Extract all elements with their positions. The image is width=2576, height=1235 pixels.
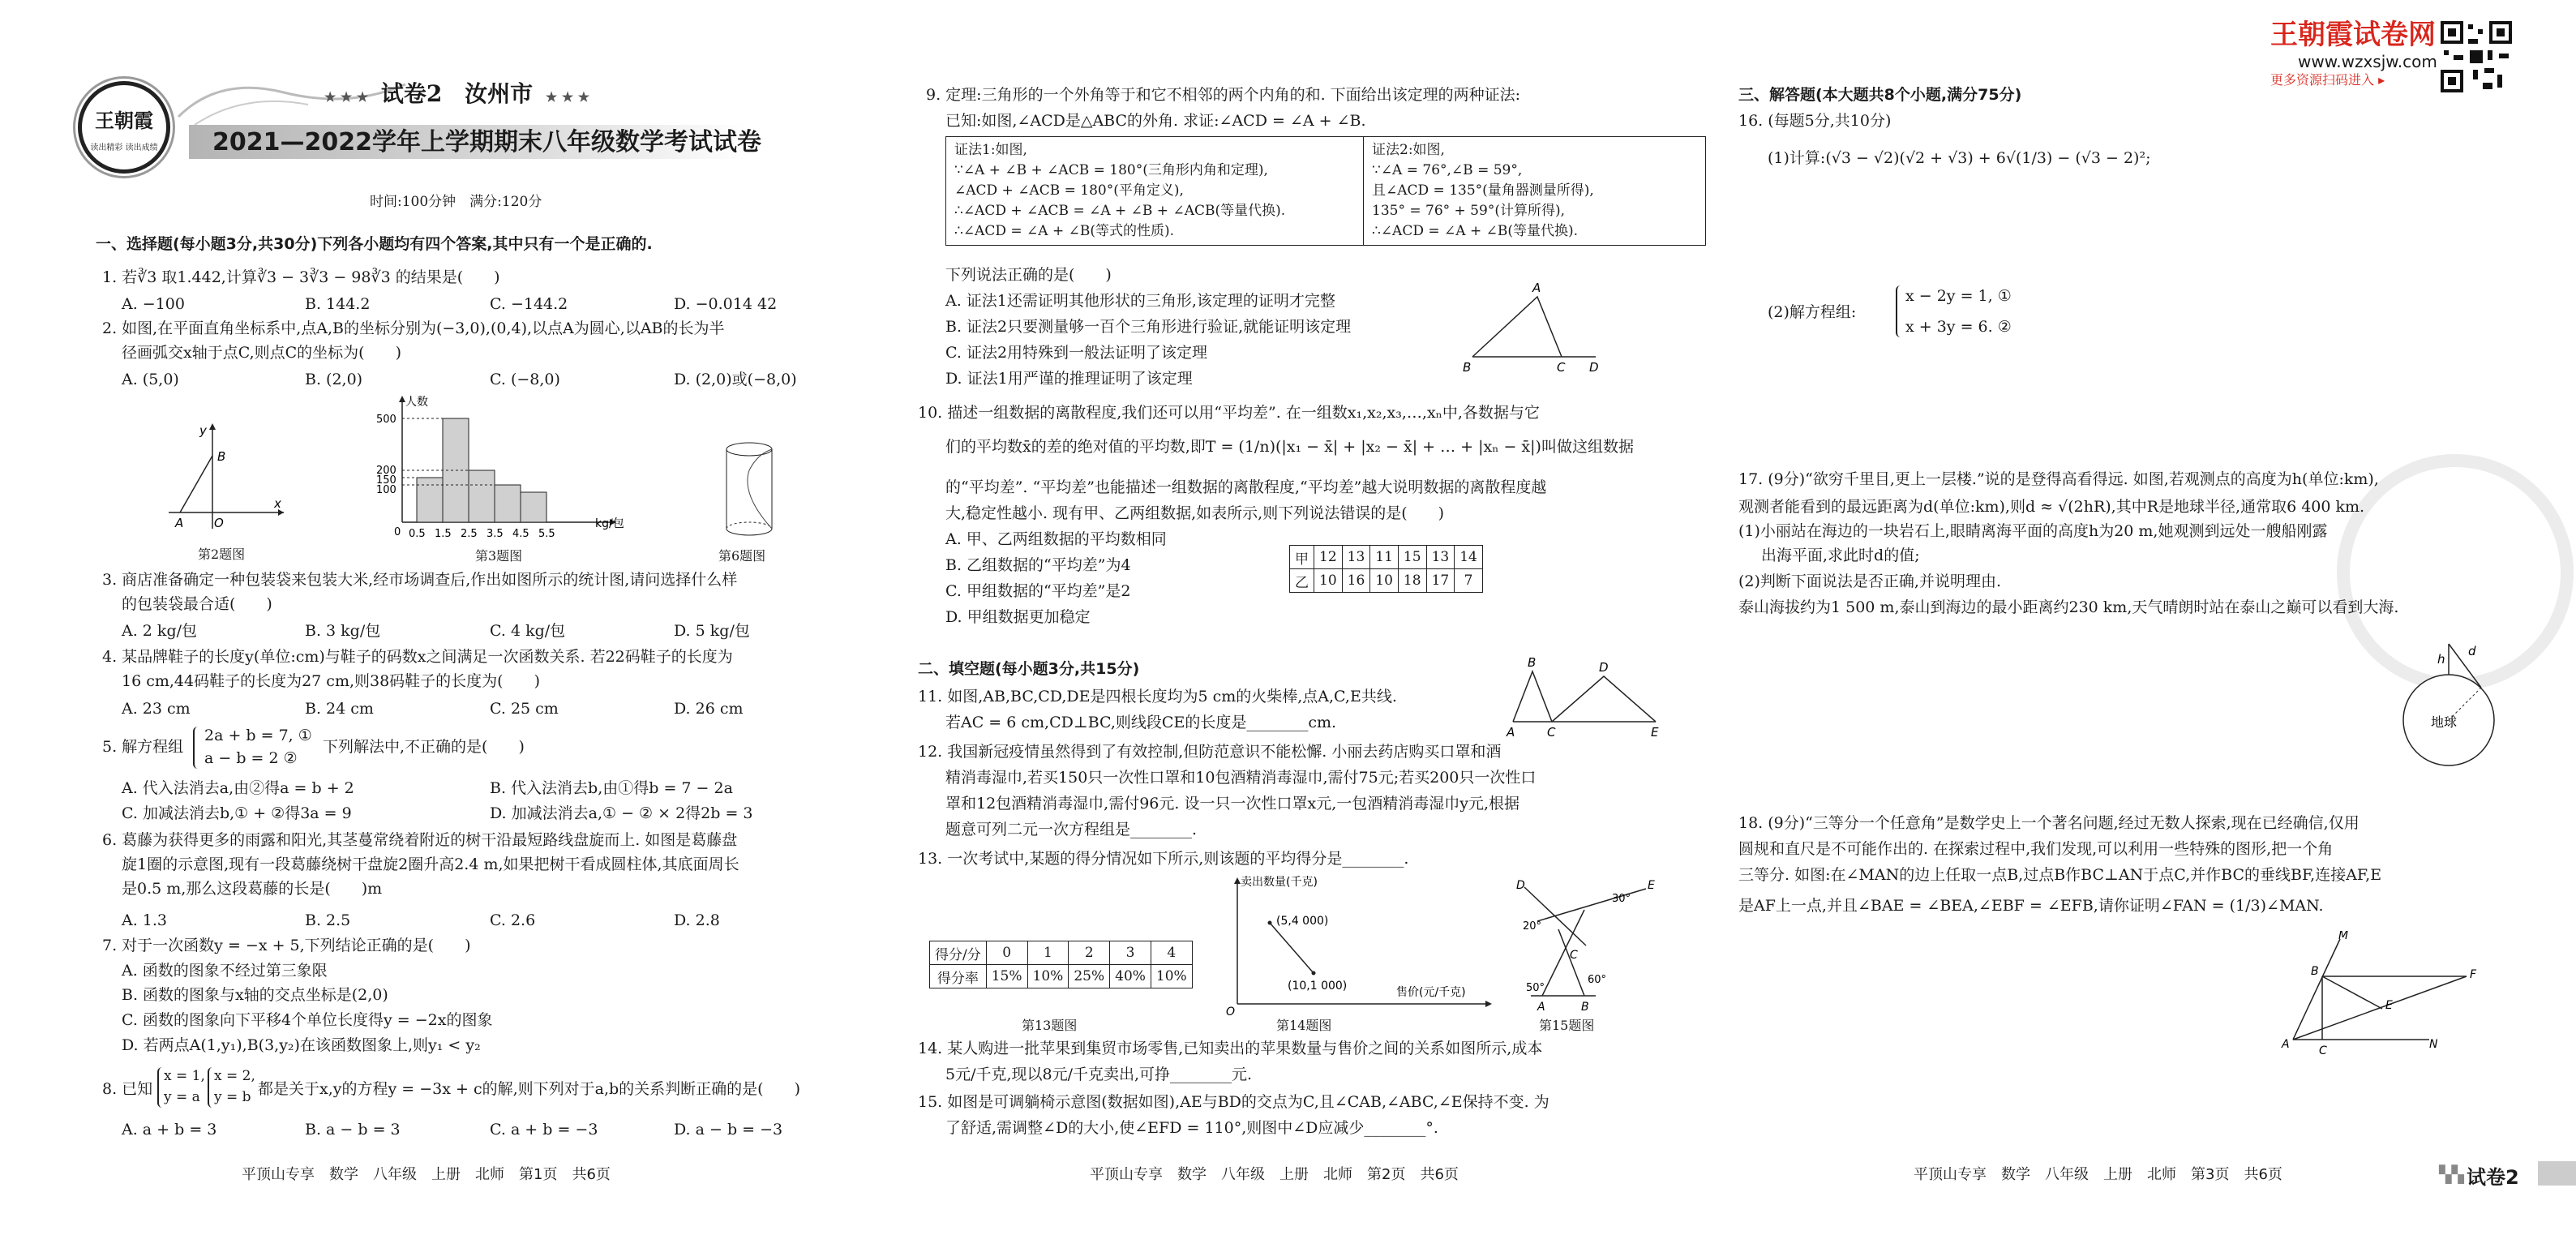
q1-option-c: C. −144.2: [490, 295, 568, 313]
q8-sys1-a: x = 1,: [164, 1068, 205, 1084]
q13-score-table: [929, 941, 1193, 988]
section-1-title: 一、选择题(每小题3分,共30分)下列各小题均有四个答案,其中只有一个是正确的.: [96, 235, 653, 253]
q3-line-1: 3. 商店准备确定一种包装袋来包装大米,经市场调查后,作出如图所示的统计图,请问选择什么样: [102, 571, 738, 589]
q1: 1. 若∛3 取1.442,计算∛3 − 3∛3 − 98∛3 的结果是( ): [102, 268, 500, 286]
fig15-angle-20: 20°: [1523, 920, 1542, 933]
q8-option-c: C. a + b = −3: [490, 1121, 598, 1139]
table-cell: 11: [1370, 546, 1399, 569]
q11-line-2: 若AC = 6 cm,CD⊥BC,则线段CE的长度是________cm.: [945, 714, 1337, 731]
q8-brace-1: [157, 1067, 163, 1108]
q2-option-c: C. (−8,0): [490, 371, 560, 388]
fig18-label-c: C: [2319, 1044, 2327, 1057]
page-3: [1719, 0, 2576, 1235]
time-score: 时间:100分钟 满分:120分: [370, 194, 542, 210]
brand-url: www.wzxsjw.com: [2298, 52, 2437, 71]
fig11-label-b: B: [1528, 657, 1537, 670]
table-cell: 0: [986, 941, 1027, 965]
fig9-label-a: A: [1532, 281, 1541, 295]
fig14-point-2: (10,1 000): [1288, 980, 1348, 993]
fig9-label-d: D: [1589, 360, 1599, 375]
fig18-label-e: E: [2385, 999, 2393, 1012]
q10-option-c: C. 甲组数据的“平均差”是2: [945, 582, 1131, 600]
q17-line-5: (2)判断下面说法是否正确,并说明理由.: [1738, 572, 2001, 590]
fig11-label-d: D: [1599, 660, 1609, 675]
q15-line-2: 了舒适,需调整∠D的大小,使∠EFD = 110°,则图中∠D应减少________°.: [945, 1119, 1438, 1137]
table-cell: 10: [1314, 569, 1343, 593]
fig3-bar: [469, 470, 495, 522]
q3-option-c: C. 4 kg/包: [490, 622, 566, 640]
table-cell: 14: [1455, 546, 1483, 569]
q6-line-1: 6. 葛藤为获得更多的雨露和阳光,其茎蔓常绕着附近的树干沿最短路线盘旋而上. 如图是葛藤盘: [102, 831, 738, 849]
proof1-line: ∴∠ACD = ∠A + ∠B(等式的性质).: [954, 223, 1175, 239]
proof2-line: 证法2:如图,: [1372, 142, 1445, 158]
q3-option-d: D. 5 kg/包: [674, 622, 750, 640]
fig15-angle-30: 30°: [1612, 893, 1631, 905]
paper-title: 2021—2022学年上学期期末八年级数学考试试卷: [212, 128, 761, 157]
q5-option-a: A. 代入法消去a,由②得a = b + 2: [122, 779, 354, 797]
q5-eq-1: 2a + b = 7, ①: [204, 727, 312, 744]
proof1-line: ∵∠A + ∠B + ∠ACB = 180°(三角形内角和定理),: [954, 162, 1268, 178]
q13: 13. 一次考试中,某题的得分情况如下所示,则该题的平均得分是________.: [918, 850, 1409, 868]
table-cell: 10%: [1027, 965, 1069, 988]
tab-pattern: ▚▚: [2439, 1164, 2464, 1184]
brand-tagline: 更多资源扫码进入 ▸: [2270, 72, 2385, 88]
table-cell: 18: [1398, 569, 1426, 593]
footer-page-3: 平顶山专享 数学 八年级 上册 北师 第3页 共6页: [1914, 1166, 2282, 1183]
q4-option-a: A. 23 cm: [122, 700, 191, 718]
fig3-xtick: 4.5: [512, 528, 529, 540]
q17-line-2: 观测者能看到的最远距离为d(单位:km),则d ≈ √(2hR),其中R是地球半径,通常取6 400 km.: [1738, 498, 2365, 516]
fig18-label-a: A: [2282, 1038, 2290, 1051]
proof2-line: 且∠ACD = 135°(量角器测量所得),: [1372, 182, 1594, 199]
section-3-title: 三、解答题(本大题共8个小题,满分75分): [1738, 86, 2022, 104]
q10-data-table: [1289, 545, 1483, 593]
fig15-label-d: D: [1516, 879, 1525, 892]
q12-line-4: 题意可列二元一次方程组是________.: [945, 821, 1198, 838]
q17-line-1: 17. (9分)“欲穷千里目,更上一层楼.”说的是登得高看得远. 如图,若观测点的高度为h(单位:km),: [1738, 470, 2379, 488]
fig14-point-1: (5,4 000): [1276, 915, 1329, 928]
table-cell: 甲: [1290, 546, 1314, 569]
q7-option-b: B. 函数的图象与x轴的交点坐标是(2,0): [122, 986, 388, 1004]
footer-page-2: 平顶山专享 数学 八年级 上册 北师 第2页 共6页: [1090, 1166, 1459, 1183]
fig18-label-n: N: [2429, 1038, 2438, 1051]
logo-text: 王朝霞: [95, 109, 153, 132]
logo-sub-1: 读出精彩: [90, 144, 123, 152]
q3-option-b: B. 3 kg/包: [305, 622, 381, 640]
q11-line-1: 11. 如图,AB,BC,CD,DE是四根长度均为5 cm的火柴棒,点A,C,E共线.: [918, 688, 1397, 705]
q16-part-1: (1)计算:(√3 − √2)(√2 + √3) + 6√(1/3) − (√3 − 2)²;: [1768, 149, 2151, 167]
q8-sys2-a: x = 2,: [214, 1068, 255, 1084]
figure-q11-matchsticks: [1502, 657, 1664, 738]
q5-option-b: B. 代入法消去b,由①得b = 7 − 2a: [490, 779, 733, 797]
figure-q17-earth: [2398, 624, 2512, 787]
table-cell: 7: [1455, 569, 1483, 593]
table-cell: 40%: [1110, 965, 1151, 988]
svg-text:0: 0: [394, 526, 401, 538]
q3-option-a: A. 2 kg/包: [122, 622, 198, 640]
fig3-ylabel: 人数: [405, 396, 428, 409]
page-1: [0, 0, 876, 1235]
fig17-label-d: d: [2468, 644, 2476, 658]
fig3-xtick: 5.5: [538, 528, 555, 540]
fig2-label-a: A: [175, 516, 184, 530]
paper-series: 试卷2: [380, 80, 443, 107]
q2-option-b: B. (2,0): [305, 371, 363, 388]
fig11-label-a: A: [1507, 725, 1515, 738]
brand-name: 王朝霞试卷网: [2270, 19, 2436, 51]
section-2-title: 二、填空题(每小题3分,共15分): [918, 660, 1140, 678]
q7-option-d: D. 若两点A(1,y₁),B(3,y₂)在该函数图象上,则y₁ < y₂: [122, 1036, 481, 1054]
q3-line-2: 的包装袋最合适( ): [122, 595, 272, 613]
q8-text: 都是关于x,y的方程y = −3x + c的解,则下列对于a,b的关系判断正确的是( ): [258, 1080, 800, 1098]
page-2: [876, 0, 1719, 1235]
proof1-line: ∠ACD + ∠ACB = 180°(平角定义),: [954, 182, 1184, 199]
fig15-label-b: B: [1581, 1001, 1589, 1014]
fig3-ytick: 150: [376, 474, 396, 487]
fig3-xlabel: kg/包: [595, 517, 624, 530]
q4-option-d: D. 26 cm: [674, 700, 744, 718]
fig14-ylabel: 卖出数量(千克): [1241, 876, 1318, 889]
caption-q15: 第15题图: [1539, 1018, 1595, 1033]
table-cell: 25%: [1069, 965, 1110, 988]
table-cell: 10%: [1151, 965, 1192, 988]
tab-label: 试卷2: [2467, 1166, 2519, 1189]
q15-line-1: 15. 如图是可调躺椅示意图(数据如图),AE与BD的交点为C,且∠CAB,∠ABC,∠E保持不变. 为: [918, 1093, 1549, 1111]
fig2-label-x: x: [274, 496, 281, 511]
q4-option-b: B. 24 cm: [305, 700, 374, 718]
proof1-line: 证法1:如图,: [954, 142, 1027, 158]
q5-option-c: C. 加减法消去b,① + ②得3a = 9: [122, 804, 352, 822]
fig14-origin: O: [1226, 1006, 1236, 1018]
q1-option-d: D. −0.014 42: [674, 295, 778, 313]
caption-q13: 第13题图: [1022, 1018, 1078, 1033]
q16: 16. (每题5分,共10分): [1738, 112, 1892, 130]
q6-option-d: D. 2.8: [674, 911, 720, 929]
q5-eq-2: a − b = 2 ②: [204, 749, 298, 767]
q7-option-a: A. 函数的图象不经过第三象限: [122, 962, 328, 980]
q2-line-2: 径画弧交x轴于点C,则点C的坐标为( ): [122, 344, 401, 362]
figure-q15-chair: [1515, 877, 1661, 1015]
fig9-label-b: B: [1463, 360, 1472, 375]
brand-logo-badge: [78, 81, 170, 174]
table-cell: 10: [1370, 569, 1399, 593]
table-cell: 16: [1342, 569, 1370, 593]
q8-option-b: B. a − b = 3: [305, 1121, 401, 1139]
q6-option-c: C. 2.6: [490, 911, 536, 929]
table-cell: 13: [1426, 546, 1455, 569]
fig14-xlabel: 售价(元/千克): [1396, 986, 1466, 999]
q9-line-1: 9. 定理:三角形的一个外角等于和它不相邻的两个内角的和. 下面给出该定理的两种证法:: [926, 86, 1521, 104]
q12-line-1: 12. 我国新冠疫情虽然得到了有效控制,但防范意识不能松懈. 小丽去药店购买口罩和酒: [918, 743, 1502, 761]
q9-option-c: C. 证法2用特殊到一般法证明了该定理: [945, 344, 1208, 362]
fig15-label-c: C: [1570, 949, 1578, 962]
q18-line-3: 三等分. 如图:在∠MAN的边上任取一点B,过点B作BC⊥AN于点C,并作BC的垂线BF,连接AF,E: [1738, 866, 2382, 884]
proof2-line: ∴∠ACD = ∠A + ∠B(等量代换).: [1372, 223, 1579, 239]
figure-q9-triangle: [1456, 279, 1602, 376]
proof1-line: ∴∠ACD + ∠ACB = ∠A + ∠B + ∠ACB(等量代换).: [954, 203, 1286, 219]
q8-prefix: 8. 已知: [102, 1080, 153, 1098]
figure-q18-trisection: [2275, 931, 2486, 1061]
fig15-angle-60: 60°: [1588, 974, 1607, 986]
q8-brace-2: [208, 1067, 213, 1108]
fig11-label-c: C: [1547, 725, 1556, 738]
q6-option-b: B. 2.5: [305, 911, 351, 929]
q17-line-3: (1)小丽站在海边的一块岩石上,眼睛离海平面的高度h为20 m,她观测到远处一艘船刚露: [1738, 522, 2328, 540]
q2-option-a: A. (5,0): [122, 371, 179, 388]
fig3-xtick: 3.5: [486, 528, 504, 540]
q16-brace: [1896, 285, 1902, 337]
fig17-label-earth: 地球: [2431, 714, 2458, 730]
q12-line-3: 罩和12包酒精消毒湿巾,需付96元. 设一只一次性口罩x元,一包酒精消毒湿巾y元,根据: [945, 795, 1520, 813]
fig2-label-o: O: [214, 516, 224, 530]
q8-sys2-b: y = b: [214, 1089, 251, 1105]
header-stars-right: ★ ★ ★: [545, 89, 590, 105]
q10-option-b: B. 乙组数据的“平均差”为4: [945, 556, 1131, 574]
figure-q6-cylinder: [717, 438, 782, 543]
caption-q6: 第6题图: [718, 548, 766, 564]
fig15-label-a: A: [1537, 1001, 1545, 1014]
q4-line-1: 4. 某品牌鞋子的长度y(单位:cm)与鞋子的码数x之间满足一次函数关系. 若22码鞋子的长度为: [102, 648, 733, 666]
table-cell: 1: [1027, 941, 1069, 965]
q5-option-d: D. 加减法消去a,① − ② × 2得2b = 3: [490, 804, 753, 822]
qr-code[interactable]: [2441, 21, 2512, 92]
q9-proof-table: [945, 136, 1706, 246]
q5-text: 下列解法中,不正确的是( ): [323, 738, 525, 756]
q16-eq-1: x − 2y = 1, ①: [1905, 287, 2012, 305]
q9-question: 下列说法正确的是( ): [945, 266, 1112, 284]
fig17-label-h: h: [2437, 652, 2445, 667]
fig3-ytick: 500: [376, 414, 396, 426]
q9-option-d: D. 证法1用严谨的推理证明了该定理: [945, 370, 1193, 388]
fig18-label-m: M: [2338, 931, 2349, 942]
q18-line-1: 18. (9分)“三等分一个任意角”是数学史上一个著名问题,经过无数人探索,现在已经确信,仅用: [1738, 814, 2360, 832]
table-row: [1290, 569, 1483, 593]
table-cell: 15: [1398, 546, 1426, 569]
logo-sub-2: 读出成绩: [125, 144, 158, 152]
fig15-angle-50: 50°: [1526, 982, 1545, 994]
q2-option-d: D. (2,0)或(−8,0): [674, 371, 797, 388]
q14-line-1: 14. 某人购进一批苹果到集贸市场零售,已知卖出的苹果数量与售价之间的关系如图所示,成本: [918, 1040, 1543, 1057]
q5-brace: [193, 727, 199, 769]
table-row: [930, 941, 1193, 965]
q16-eq-2: x + 3y = 6. ②: [1905, 318, 2012, 336]
q17-line-6: 泰山海拔约为1 500 m,泰山到海边的最小距离约230 km,天气晴朗时站在泰山之巅可以看到大海.: [1738, 598, 2399, 616]
fig3-xtick: 1.5: [435, 528, 452, 540]
fig3-bar: [521, 492, 546, 522]
q9-line-2: 已知:如图,∠ACD是△ABC的外角. 求证:∠ACD = ∠A + ∠B.: [945, 112, 1366, 130]
table-cell: 乙: [1290, 569, 1314, 593]
fig9-label-c: C: [1557, 360, 1566, 375]
table-cell: 4: [1151, 941, 1192, 965]
proof2-line: ∵∠A = 76°,∠B = 59°,: [1372, 162, 1523, 178]
figure-q2: [162, 418, 284, 532]
table-cell: 13: [1342, 546, 1370, 569]
q10-option-a: A. 甲、乙两组数据的平均数相同: [945, 530, 1167, 548]
q10-line-4: 大,稳定性越小. 现有甲、乙两组数据,如表所示,则下列说法错误的是( ): [945, 504, 1445, 522]
caption-q2: 第2题图: [198, 547, 246, 562]
q6-line-3: 是0.5 m,那么这段葛藤的长是( )m: [122, 880, 383, 898]
q10-line-1: 10. 描述一组数据的离散程度,我们还可以用“平均差”. 在一组数x₁,x₂,x₃,…,xₙ中,各数据与它: [918, 404, 1540, 422]
footer-page-1: 平顶山专享 数学 八年级 上册 北师 第1页 共6页: [242, 1166, 611, 1183]
fig2-label-b: B: [217, 449, 226, 464]
q14-line-2: 5元/千克,现以8元/千克卖出,可挣________元.: [945, 1066, 1253, 1083]
paper-city: 汝州市: [465, 80, 534, 107]
q16-part-2: (2)解方程组:: [1768, 303, 1857, 321]
fig3-bar: [495, 485, 521, 522]
q6-line-2: 旋1圈的示意图,现有一段葛藤绕树干盘旋2圈升高2.4 m,如果把树干看成圆柱体,其底面周长: [122, 855, 739, 873]
q6-option-a: A. 1.3: [122, 911, 168, 929]
q7-option-c: C. 函数的图象向下平移4个单位长度得y = −2x的图象: [122, 1011, 493, 1029]
q1-option-a: A. −100: [122, 295, 185, 313]
q1-option-b: B. 144.2: [305, 295, 371, 313]
fig3-ytick: 100: [376, 484, 396, 496]
fig3-xtick: 2.5: [461, 528, 478, 540]
figure-q14-graph: [1213, 873, 1505, 1027]
q2-line-1: 2. 如图,在平面直角坐标系中,点A,B的坐标分别为(−3,0),(0,4),以点A为圆心,以AB的长为半: [102, 319, 725, 337]
fig3-bar: [417, 478, 443, 522]
fig18-label-f: F: [2470, 968, 2477, 981]
q7: 7. 对于一次函数y = −x + 5,下列结论正确的是( ): [102, 937, 471, 954]
caption-q14: 第14题图: [1276, 1018, 1332, 1033]
table-row: [930, 965, 1193, 988]
q10-option-d: D. 甲组数据更加稳定: [945, 608, 1091, 626]
page-tab: [2434, 1158, 2576, 1190]
q8-sys1-b: y = a: [164, 1089, 200, 1105]
q10-line-2: 们的平均数x̄的差的绝对值的平均数,即T = (1/n)(|x₁ − x̄| + |x₂ − x̄| + … + |xₙ − x̄|)叫做这组数据: [945, 438, 1634, 456]
q18-line-4: 是AF上一点,并且∠BAE = ∠BEA,∠EBF = ∠EFB,请你证明∠FAN = (1/3)∠MAN.: [1738, 897, 2324, 915]
figure-q3-histogram: [370, 392, 637, 547]
table-row: [1290, 546, 1483, 569]
header-stars-left: ★ ★ ★: [324, 89, 369, 105]
q17-line-4: 出海平面,求此时d的值;: [1761, 547, 1920, 564]
q5-prefix: 5. 解方程组: [102, 738, 184, 756]
q9-option-b: B. 证法2只要测量够一百个三角形进行验证,就能证明该定理: [945, 318, 1352, 336]
fig15-label-e: E: [1648, 879, 1655, 892]
table-cell: 2: [1069, 941, 1110, 965]
fig11-label-e: E: [1651, 725, 1659, 738]
q8-option-a: A. a + b = 3: [122, 1121, 217, 1139]
fig3-ytick: 200: [376, 465, 396, 477]
proof2-line: 135° = 76° + 59°(计算所得),: [1372, 203, 1565, 219]
q8-option-d: D. a − b = −3: [674, 1121, 783, 1139]
q4-line-2: 16 cm,44码鞋子的长度为27 cm,则38码鞋子的长度为( ): [122, 672, 541, 690]
q18-line-2: 圆规和直尺是不可能作出的. 在探索过程中,我们发现,可以利用一些特殊的图形,把一个角: [1738, 840, 2334, 858]
fig3-xtick: 0.5: [409, 528, 426, 540]
q9-option-a: A. 证法1还需证明其他形状的三角形,该定理的证明才完整: [945, 292, 1335, 310]
table-cell: 得分/分: [930, 941, 987, 965]
table-cell: 17: [1426, 569, 1455, 593]
q10-line-3: 的“平均差”. “平均差”也能描述一组数据的离散程度,“平均差”越大说明数据的离散程度越: [945, 478, 1547, 496]
fig2-label-y: y: [199, 423, 207, 438]
q12-line-2: 精消毒湿巾,若买150只一次性口罩和10包酒精消毒湿巾,需付75元;若买200只一次性口: [945, 769, 1537, 787]
table-cell: 12: [1314, 546, 1343, 569]
table-cell: 3: [1110, 941, 1151, 965]
table-cell: 得分率: [930, 965, 987, 988]
fig18-label-b: B: [2311, 965, 2319, 978]
q4-option-c: C. 25 cm: [490, 700, 559, 718]
caption-q3: 第3题图: [475, 548, 523, 564]
table-cell: 15%: [986, 965, 1027, 988]
